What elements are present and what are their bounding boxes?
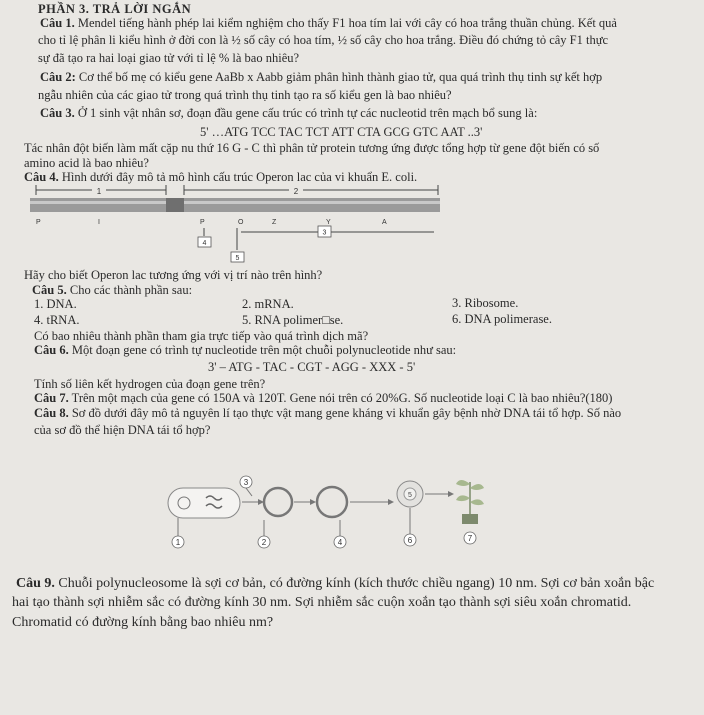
question-5-label: Câu 5.: [32, 283, 67, 297]
question-3-sequence: 5' …ATG TCC TAC TCT ATT CTA GCG GTC AAT ..3': [200, 125, 483, 139]
bacterium-cell: [168, 488, 240, 518]
question-3-label: Câu 3.: [40, 106, 75, 120]
recombinant-dna-diagram: [160, 472, 500, 558]
question-3-text: Ở 1 sinh vật nhân sơ, đoạn đầu gene cấu trúc có trình tự các nucleotid trên mạch bổ sung là:: [77, 106, 538, 120]
label-i: I: [98, 219, 100, 226]
label-z: Z: [272, 219, 277, 226]
question-1-label: Câu 1.: [40, 16, 75, 30]
question-5-option-1: 1. DNA.: [34, 297, 77, 311]
question-8-line-1: [34, 406, 621, 420]
question-2-label: Câu 2:: [40, 70, 76, 84]
question-3-line-2: Tác nhân đột biến làm mất cặp nu thứ 16 G - C thì phân tử protein tương ứng được tổng hợp từ gene đột biến có số: [24, 141, 600, 155]
question-7-label: Câu 7.: [34, 391, 69, 405]
label-p-lac: P: [200, 219, 205, 226]
question-8-line-2: của sơ đồ thể hiện DNA tái tổ hợp?: [34, 423, 211, 437]
question-9-label: Câu 9.: [16, 576, 55, 591]
question-4-question: Hãy cho biết Operon lac tương ứng với vị trí nào trên hình?: [24, 268, 323, 282]
question-8-label: Câu 8.: [34, 406, 69, 420]
region-4-label: 4: [202, 240, 207, 247]
step-7-label: 7: [467, 534, 473, 543]
section-title: PHẦN 3. TRẢ LỜI NGẮN: [38, 2, 192, 16]
step-2-label: 2: [261, 538, 267, 547]
recombinant-plasmid: [317, 487, 347, 517]
question-4-label: Câu 4.: [24, 170, 59, 184]
region-2-label: 2: [293, 187, 299, 196]
step-4-label: 4: [337, 538, 343, 547]
question-6-line-1: [34, 343, 456, 357]
question-5-option-5: 5. RNA polimer□se.: [242, 313, 344, 327]
question-6-label: Câu 6.: [34, 343, 69, 357]
question-2-line-2: ngẫu nhiên của các giao tử trong quá trình thụ tinh tạo ra số kiểu gen là bao nhiêu?: [38, 88, 452, 102]
question-5-text: Cho các thành phần sau:: [69, 283, 193, 297]
transgenic-plant-icon: [456, 480, 484, 524]
region-3-label: 3: [322, 229, 327, 237]
step-6-label: 6: [407, 536, 413, 545]
question-7-text: Trên một mạch của gene có 150A và 120T. Gene nói trên có 20%G. Số nucleotide loại C là bao nhiêu?(180): [71, 391, 613, 405]
step-5-label: 5: [408, 492, 412, 499]
question-6-text: Một đoạn gene có trình tự nucleotide trên một chuỗi polynucleotide như sau:: [71, 343, 457, 357]
question-9-text: Chuỗi polynucleosome là sợi cơ bản, có đường kính (kích thước chiều ngang) 10 nm. Sợi cơ bản xoắn bậc: [58, 576, 655, 591]
question-2-line-1: [40, 70, 602, 84]
question-5-option-2: 2. mRNA.: [242, 297, 294, 311]
label-o: O: [238, 219, 244, 226]
step-1-label: 1: [175, 538, 181, 547]
plasmid: [264, 488, 292, 516]
question-2-text: Cơ thể bố mẹ có kiểu gene AaBb x Aabb giảm phân hình thành giao tử, qua quá trình thụ tinh sự kết hợp: [78, 70, 603, 84]
question-5-question: Có bao nhiêu thành phần tham gia trực tiếp vào quá trình dịch mã?: [34, 329, 369, 343]
question-4-text: Hình dưới đây mô tả mô hình cấu trúc Operon lac của vi khuẩn E. coli.: [61, 170, 418, 184]
question-1-line-1: [40, 16, 617, 30]
dna-strand: [30, 198, 440, 212]
question-9-line-2: hai tạo thành sợi nhiễm sắc có đường kính 30 nm. Sợi nhiễm sắc cuộn xoắn tạo thành sợi siêu xoắn chromatid.: [12, 595, 632, 610]
question-6-sequence: 3' – ATG - TAC - CGT - AGG - XXX - 5': [208, 360, 416, 374]
label-a: A: [382, 219, 387, 226]
question-5-line-1: [32, 283, 192, 297]
question-7-line-1: [34, 391, 612, 405]
question-9-line-3: Chromatid có đường kính bằng bao nhiêu nm?: [12, 615, 274, 630]
question-3-line-1: [40, 106, 537, 120]
question-5-option-3: 3. Ribosome.: [452, 296, 519, 310]
question-8-text: Sơ đồ dưới đây mô tả nguyên lí tạo thực vật mang gene kháng vi khuẩn gây bệnh nhờ DNA tái tổ hợp. Số nào: [71, 406, 622, 420]
question-9-line-1: [16, 576, 654, 592]
region-5-label: 5: [235, 255, 240, 262]
question-1-line-3: sự đã tạo ra hai loại giao tử với tỉ lệ % là bao nhiêu?: [38, 51, 300, 65]
question-5-option-6: 6. DNA polimerase.: [452, 312, 552, 326]
question-5-option-4: 4. tRNA.: [34, 313, 80, 327]
label-y: Y: [326, 219, 331, 226]
question-6-question: Tính số liên kết hydrogen của đoạn gene trên?: [34, 377, 266, 391]
region-1-label: 1: [96, 187, 102, 196]
question-1-line-2: cho tỉ lệ phân li kiểu hình ở đời con là ½ số cây có hoa tím, ½ số cây cho hoa trắng. Điều đó chứng tỏ cây F1 thực: [38, 33, 609, 47]
operon-lac-diagram: [26, 182, 446, 266]
step-3-label: 3: [243, 478, 249, 487]
question-3-line-3: amino acid là bao nhiêu?: [24, 156, 149, 170]
question-1-text: Mendel tiếng hành phép lai kiểm nghiệm cho thấy F1 hoa tím lai với cây có hoa trắng thuần chủng. Kết quả: [77, 16, 617, 30]
label-p-regulator: P: [36, 219, 41, 226]
